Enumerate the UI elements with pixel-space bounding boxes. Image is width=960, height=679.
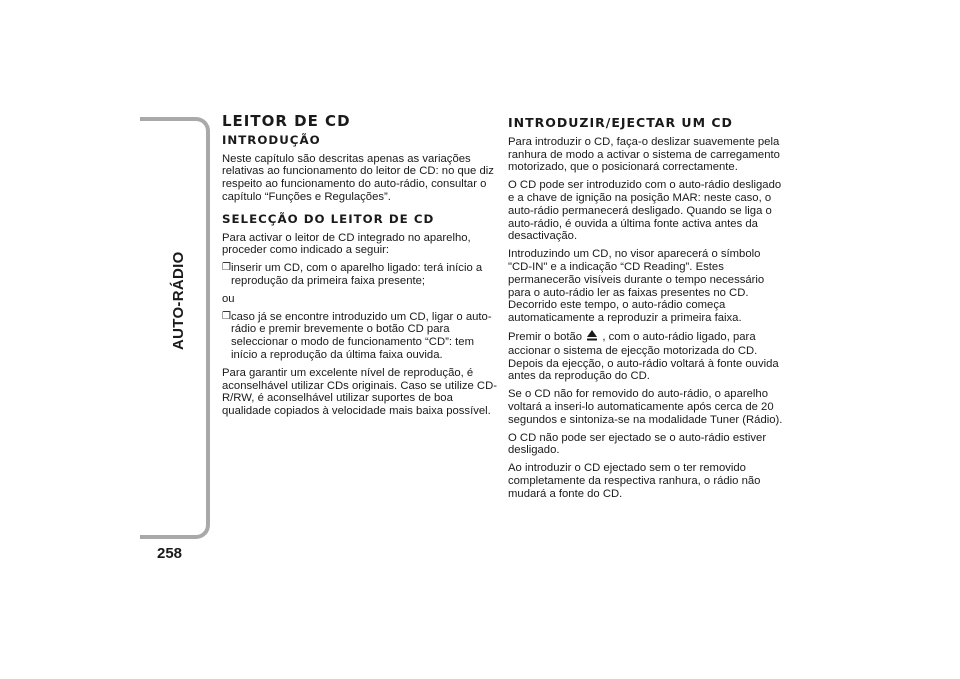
paragraph: Se o CD não for removido do auto-rádio, o aparelho voltará a inseri-lo automaticamente após cerca de 20 segundos e sintoniza-se na modalidade Tuner (Rádio). <box>508 388 783 426</box>
paragraph: Para introduzir o CD, faça-o deslizar suavemente pela ranhura de modo a activar o sistema de carregamento motorizado, que o posicionará correctamente. <box>508 135 780 174</box>
select-paragraph: Para activar o leitor de CD integrado no aparelho, proceder como indicado a seguir: <box>222 231 471 257</box>
right-column <box>508 115 783 506</box>
list-item <box>222 311 497 362</box>
eject-text-after: , com o auto-rádio ligado, para accionar o sistema de ejecção motorizada do CD. Depois da ejecção, o auto-rádio voltará à fonte ouvida antes da reprodução do CD. <box>508 330 779 383</box>
section-title: LEITOR DE CD <box>222 112 351 130</box>
bullet-text: caso já se encontre introduzido um CD, ligar o auto-rádio e premir brevemente o botão CD para seleccionar o modo de funcionamento “CD”: tem início a reprodução da última faixa ouvida. <box>231 310 492 361</box>
paragraph: O CD pode ser introduzido com o auto-rádio desligado e a chave de ignição na posição MAR: neste caso, o auto-rádio permanecerá desligado. Quando se liga o auto-rádio, é ouvida a última fonte activa antes da desactivação. <box>508 179 782 243</box>
closing-paragraph: Para garantir um excelente nível de reprodução, é aconselhável utilizar CDs originais. Caso se utilize CD-R/RW, é aconselhável utilizar suportes de boa qualidade copiados à velocidade mais baixa possível. <box>222 366 497 418</box>
side-section-label: AUTO-RÁDIO <box>170 251 187 350</box>
intro-heading: INTRODUÇÃO <box>222 132 321 147</box>
eject-icon <box>587 330 597 345</box>
page-number: 258 <box>157 545 183 562</box>
bullet-mark: ❒ <box>222 262 231 274</box>
or-text: ou <box>222 292 235 305</box>
intro-paragraph: Neste capítulo são descritas apenas as variações relativas ao funcionamento do leitor de CD: no que diz respeito ao funcionamento do auto-rádio, consultar o capítulo “Funções e Regulações”. <box>222 152 494 203</box>
bullet-mark: ❒ <box>222 310 231 322</box>
insert-eject-heading: INTRODUZIR/EJECTAR UM CD <box>508 115 733 130</box>
eject-text-before: Premir o botão <box>508 330 583 343</box>
eject-paragraph <box>508 330 783 383</box>
list-item <box>222 262 497 288</box>
select-heading: SELECÇÃO DO LEITOR DE CD <box>222 211 435 226</box>
left-column <box>222 112 497 423</box>
paragraph: O CD não pode ser ejectado se o auto-rádio estiver desligado. <box>508 431 767 457</box>
bullet-text: inserir um CD, com o aparelho ligado: terá início a reprodução da primeira faixa presente; <box>231 262 483 287</box>
paragraph: Introduzindo um CD, no visor aparecerá o símbolo "CD-IN" e a indicação “CD Reading”. Estes permanecerão visíveis durante o tempo necessário para o auto-rádio ler as faixas presentes no CD. Decorrido este tempo, o auto-rádio começa automaticamente a reproduzir a primeira faixa. <box>508 248 765 325</box>
paragraph: Ao introduzir o CD ejectado sem o ter removido completamente da respectiva ranhura, o rádio não mudará a fonte do CD. <box>508 462 761 500</box>
